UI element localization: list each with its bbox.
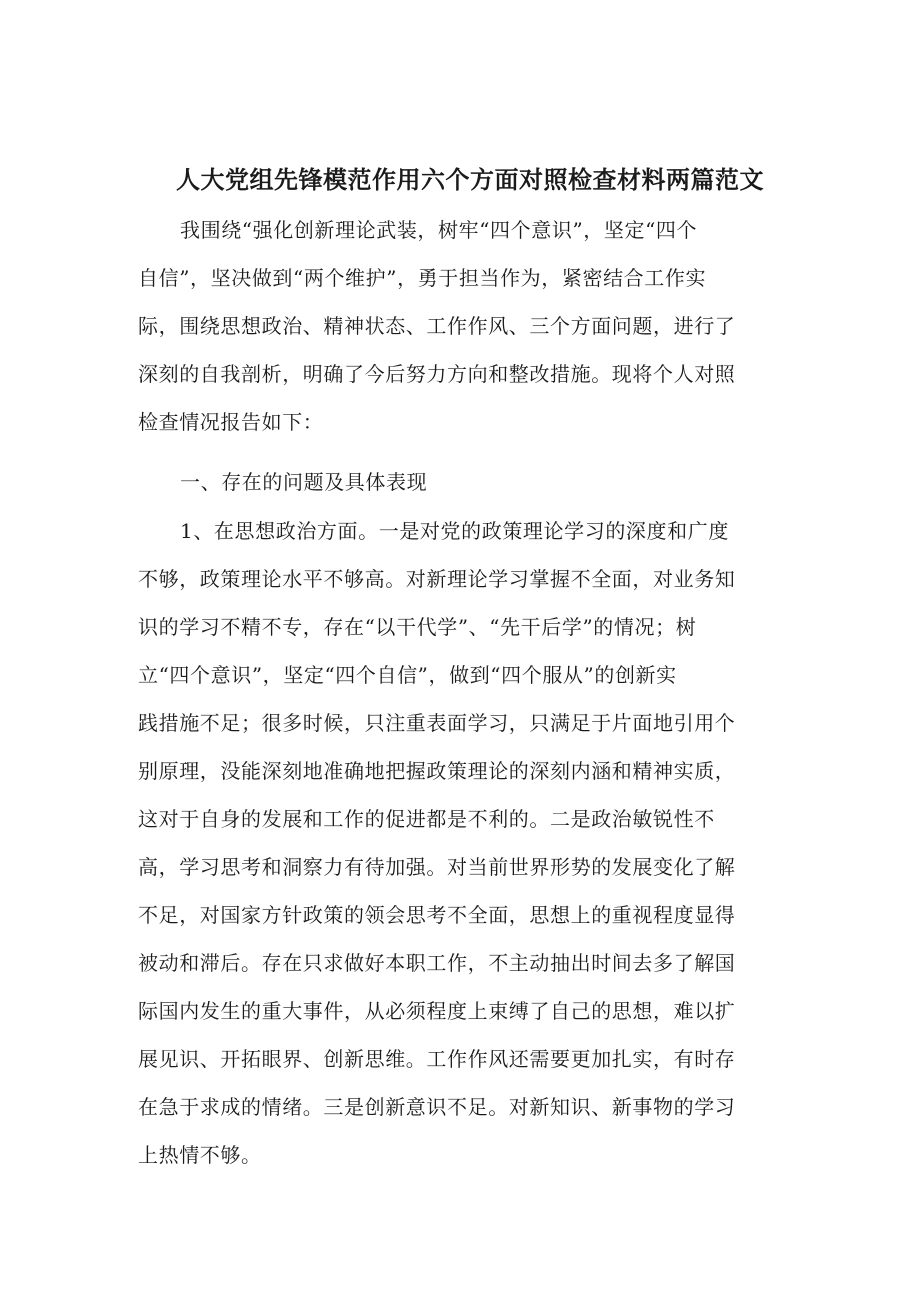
section1-line-13: 在急于求成的情绪。三是创新意识不足。对新知识、新事物的学习 [138, 1095, 736, 1119]
document-title: 人大党组先锋模范作用六个方面对照检查材料两篇范文 [176, 166, 764, 194]
section1-line-7: 这对于自身的发展和工作的促进都是不利的。二是政治敏锐性不 [138, 807, 715, 831]
section1-line-2: 不够，政策理论水平不够高。对新理论学习掌握不全面，对业务知 [138, 567, 736, 591]
section-heading: 一、存在的问题及具体表现 [180, 470, 428, 494]
section1-line-9: 不足，对国家方针政策的领会思考不全面，思想上的重视程度显得 [138, 903, 736, 927]
section1-line-3: 识的学习不精不专，存在“以干代学”、“先干后学”的情况；树 [138, 615, 697, 639]
section1-line-8: 高，学习思考和洞察力有待加强。对当前世界形势的发展变化了解 [138, 855, 736, 879]
intro-line-5: 检查情况报告如下： [138, 410, 324, 434]
intro-line-1: 我围绕“强化创新理论武装，树牢“四个意识”，坚定“四个 [180, 218, 698, 242]
intro-line-2: 自信”，坚决做到“两个维护”，勇于担当作为，紧密结合工作实 [138, 266, 707, 290]
intro-line-3: 际，围绕思想政治、精神状态、工作作风、三个方面问题，进行了 [138, 314, 736, 338]
section1-line-1: 1、在思想政治方面。一是对党的政策理论学习的深度和广度 [180, 519, 729, 543]
intro-line-4: 深刻的自我剖析，明确了今后努力方向和整改措施。现将个人对照 [138, 362, 736, 386]
section1-line-4: 立“四个意识”，坚定“四个自信”，做到“四个服从”的创新实 [138, 663, 677, 687]
section1-line-5: 践措施不足；很多时候，只注重表面学习，只满足于片面地引用个 [138, 711, 736, 735]
section1-line-14: 上热情不够。 [138, 1143, 262, 1167]
section1-line-11: 际国内发生的重大事件，从必须程度上束缚了自己的思想，难以扩 [138, 999, 736, 1023]
section1-line-12: 展见识、开拓眼界、创新思维。工作作风还需要更加扎实，有时存 [138, 1047, 736, 1071]
section1-line-10: 被动和滞后。存在只求做好本职工作，不主动抽出时间去多了解国 [138, 951, 736, 975]
section1-line-6: 别原理，没能深刻地准确地把握政策理论的深刻内涵和精神实质， [138, 759, 736, 783]
